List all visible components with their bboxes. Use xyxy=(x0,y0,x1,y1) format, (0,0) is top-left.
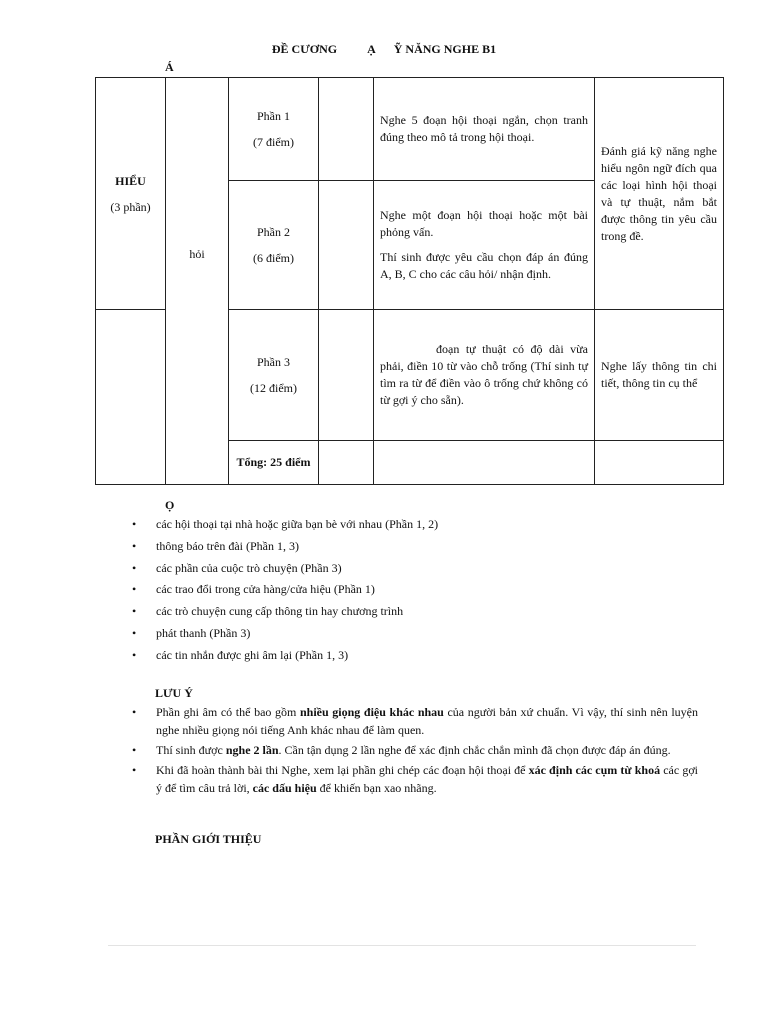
empty-cell xyxy=(319,441,374,485)
list-item: • các hội thoại tại nhà hoặc giữa bạn bè với nhau (Phần 1, 2) xyxy=(132,516,438,538)
list-item: • các trò chuyện cung cấp thông tin hay chương trình xyxy=(132,603,438,625)
table-caption: Á xyxy=(165,60,174,74)
part-points: (7 điểm) xyxy=(253,135,294,149)
empty-cell xyxy=(595,441,724,485)
part-cell xyxy=(229,78,319,181)
note-text: . Cần tận dụng 2 lần nghe để xác định chắc chắn mình đã chọn được đáp án đúng. xyxy=(278,743,671,757)
notes-list xyxy=(132,703,698,799)
part-cell xyxy=(229,181,319,310)
note-text: để khiến bạn xao nhãng. xyxy=(316,781,437,795)
description-text: Nghe 5 đoạn hội thoại ngắn, chọn tranh đúng theo mô tả trong hội thoại. xyxy=(380,113,588,144)
note-text: của người bản xứ chuẩn. Vì vậy, thí sinh nên luyện nghe nhiều giọng nói tiếng Anh khác nhau để làm quen. xyxy=(156,705,698,737)
empty-cell xyxy=(374,441,595,485)
document-title: ĐỀ CƯƠNG Ạ Ỹ NĂNG NGHE B1 xyxy=(271,42,497,56)
empty-cell xyxy=(319,181,374,310)
aim-cell xyxy=(595,78,724,310)
list-item xyxy=(132,741,698,759)
total-label: Tổng: 25 điểm xyxy=(236,455,311,469)
part-label: Phần 1 xyxy=(257,109,290,123)
syllabus-table xyxy=(95,77,724,485)
description-text: đoạn tự thuật có độ dài vừa phải, điền 10 từ vào chỗ trống (Thí sinh tự tìm ra từ để điền vào ô trống chứ không có từ gợi ý cho sẵn). xyxy=(380,342,588,407)
list-item xyxy=(132,761,698,797)
description-text: Nghe một đoạn hội thoại hoặc một bài phỏng vấn. xyxy=(380,208,588,239)
list-item: • các tin nhắn được ghi âm lại (Phần 1, 3) xyxy=(132,647,438,669)
topics-heading: Ọ xyxy=(165,498,175,512)
skill-label: HIỂU xyxy=(115,173,146,188)
part-cell xyxy=(229,310,319,441)
intro-heading: PHẦN GIỚI THIỆU xyxy=(155,832,262,846)
part-points: (6 điểm) xyxy=(253,251,294,265)
list-item: • thông báo trên đài (Phần 1, 3) xyxy=(132,538,438,560)
note-emphasis: xác định các cụm từ khoá xyxy=(528,763,661,777)
note-emphasis: nghe 2 lần xyxy=(225,743,279,757)
empty-cell xyxy=(319,78,374,181)
part-points: (12 điểm) xyxy=(250,381,297,395)
note-text: Khi đã hoàn thành bài thi Nghe, xem lại phần ghi chép các đoạn hội thoại để xyxy=(156,763,529,777)
note-emphasis: các dấu hiệu xyxy=(252,781,317,795)
list-item: • các phần của cuộc trò chuyện (Phần 3) xyxy=(132,560,438,582)
part-label: Phần 2 xyxy=(257,225,290,239)
empty-cell xyxy=(319,310,374,441)
note-text: Thí sinh được xyxy=(156,743,226,757)
skill-parts: (3 phần) xyxy=(110,199,151,214)
topics-list xyxy=(132,516,438,669)
description-cell xyxy=(374,78,595,181)
part-label: Phần 3 xyxy=(257,355,290,369)
list-item xyxy=(132,703,698,739)
aim-text: Nghe lấy thông tin chi tiết, thông tin cụ thể xyxy=(601,359,717,390)
description-cell xyxy=(374,310,595,441)
task-type-label: hỏi xyxy=(189,247,205,261)
aim-cell xyxy=(595,310,724,441)
description-text: Thí sinh được yêu cầu chọn đáp án đúng A, B, C cho các câu hỏi/ nhận định. xyxy=(380,250,588,281)
task-type-cell xyxy=(166,78,229,485)
table-row xyxy=(96,78,724,181)
notes-heading: LƯU Ý xyxy=(155,686,193,700)
empty-cell xyxy=(96,310,166,485)
note-text: Phần ghi âm có thể bao gồm xyxy=(156,705,300,719)
description-cell xyxy=(374,181,595,310)
list-item: • các trao đổi trong cửa hàng/cửa hiệu (Phần 1) xyxy=(132,581,438,603)
note-text: các gợi ý để tìm câu trả lời, xyxy=(156,763,698,795)
skill-cell xyxy=(96,78,166,310)
total-cell xyxy=(229,441,319,485)
aim-text: Đánh giá kỹ năng nghe hiểu ngôn ngữ đích qua các loại hình hội thoại và tự thuật, nắm bắt được thông tin yêu cầu trong đề. xyxy=(601,143,717,243)
list-item: • phát thanh (Phần 3) xyxy=(132,625,438,647)
note-emphasis: nhiều giọng điệu khác nhau xyxy=(299,705,444,719)
page-divider xyxy=(108,945,696,946)
